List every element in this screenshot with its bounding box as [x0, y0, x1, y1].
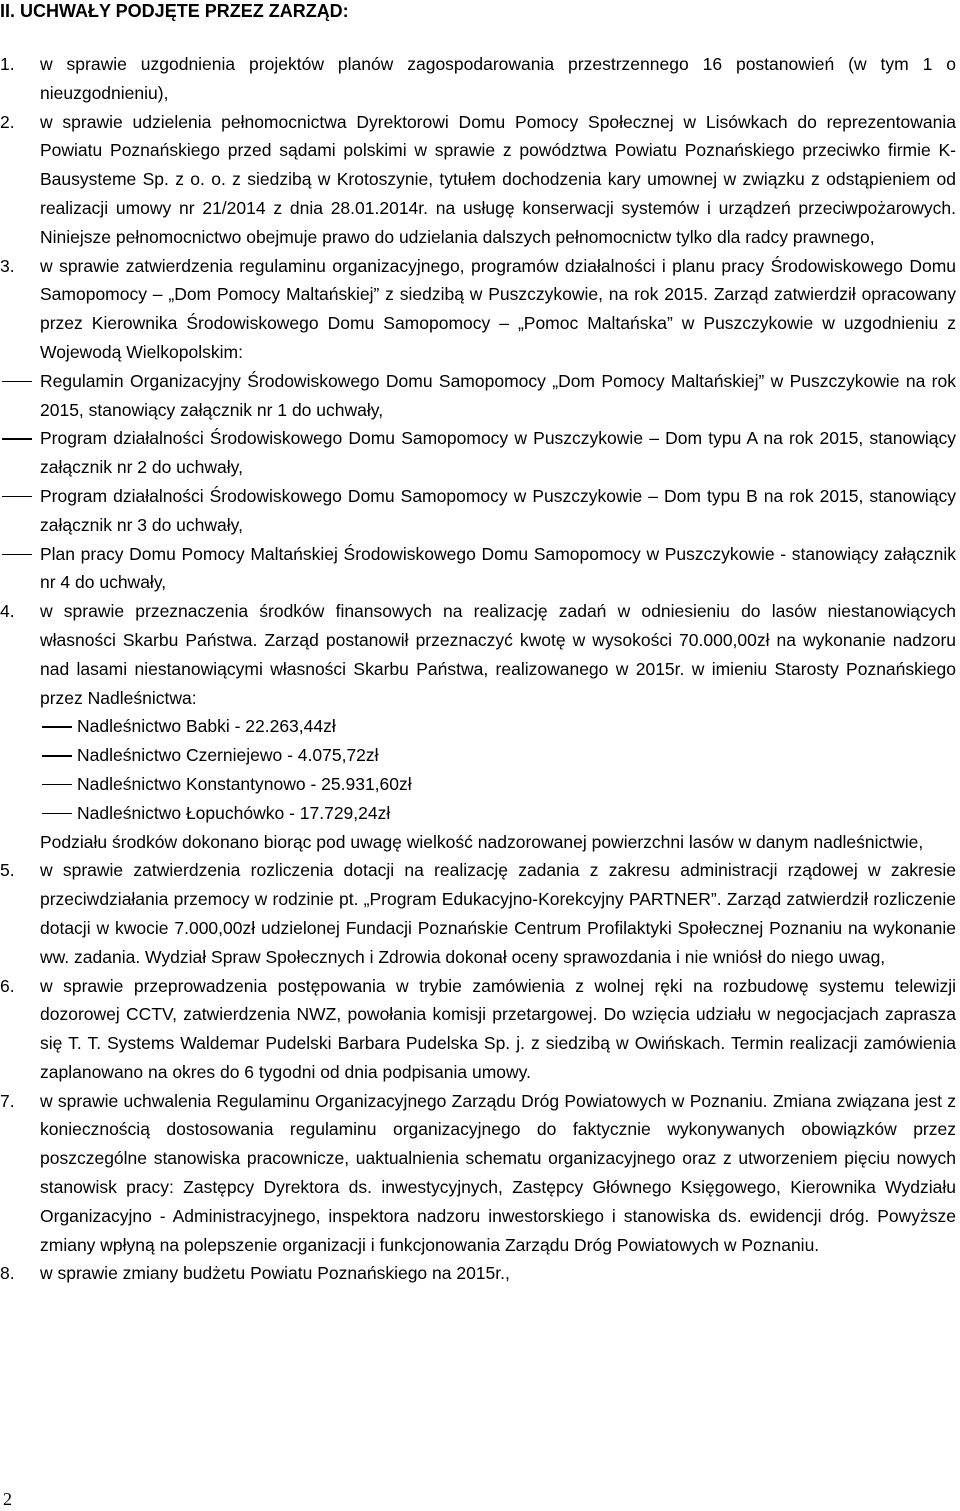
dash-marker	[2, 438, 32, 440]
list-item-2	[0, 108, 956, 252]
bullet-item	[0, 540, 956, 598]
bullet-item	[0, 482, 956, 540]
item-text: w sprawie przeznaczenia środków finansowych na realizację zadań w odniesieniu do lasów niestanowiących własności Skarbu Państwa. Zarząd postanowił przeznaczyć kwotę w wysokości 70.000,00zł na wykonanie nadzoru nad lasami niestanowiącymi własności Skarbu Państwa, realizowanego w 2015r. w imieniu Starosty Poznańskiego przez Nadleśnictwa:	[40, 601, 956, 708]
bullet-item	[40, 799, 956, 828]
dash-marker	[42, 755, 72, 757]
bullet-item	[0, 367, 956, 425]
bullet-text: Nadleśnictwo Łopuchówko - 17.729,24zł	[77, 802, 391, 823]
item-number: 5.	[0, 860, 15, 881]
item-text: w sprawie uzgodnienia projektów planów zagospodarowania przestrzennego 16 postanowień (w tym 1 o nieuzgodnieniu),	[40, 54, 956, 103]
item-text: w sprawie zatwierdzenia regulaminu organizacyjnego, programów działalności i planu pracy Środowiskowego Domu Samopomocy – „Dom Pomocy Maltańskiej” z siedzibą w Puszczykowie, na rok 2015. Zarząd zatwierdził opracowany przez Kierownika Środowiskowego Domu Samopomocy – „Pomoc Maltańska” w Puszczykowie w uzgodnieniu z Wojewodą Wielkopolskim:	[40, 255, 956, 362]
bullet-text: Regulamin Organizacyjny Środowiskowego Domu Samopomocy „Dom Pomocy Maltańskiej” w Puszczykowie na rok 2015, stanowiący załącznik nr 1 do uchwały,	[40, 370, 956, 420]
item-number: 7.	[0, 1090, 15, 1111]
list-item-4	[0, 597, 956, 856]
item-number: 4.	[0, 601, 15, 622]
section-heading: II. UCHWAŁY PODJĘTE PRZEZ ZARZĄD:	[0, 1, 349, 21]
bullet-item	[40, 770, 956, 799]
dash-marker	[42, 726, 72, 728]
dash-marker	[42, 813, 72, 815]
bullet-text: Program działalności Środowiskowego Domu Samopomocy w Puszczykowie – Dom typu B na rok 2015, stanowiący załącznik nr 3 do uchwały,	[40, 485, 956, 535]
bullet-item	[40, 741, 956, 770]
item-text: w sprawie uchwalenia Regulaminu Organizacyjnego Zarządu Dróg Powiatowych w Poznaniu. Zmiana związana jest z koniecznością dostosowania regulaminu organizacyjnego do faktycznie wykonywanych obowiązków przez poszczególne stanowiska pracownicze, uaktualnienia schematu organizacyjnego oraz z utworzeniem pięciu nowych stanowisk pracy: Zastępcy Dyrektora ds. inwestycyjnych, Zastępcy Głównego Księgowego, Kierownika Wydziału Organizacyjno - Administracyjnego, inspektora nadzoru inwestorskiego i stanowiska ds. ewidencji dróg. Powyższe zmiany wpłyną na polepszenie organizacji i funkcjonowania Zarządu Dróg Powiatowych w Poznaniu.	[40, 1090, 956, 1255]
dash-marker	[2, 554, 32, 556]
bullet-text: Program działalności Środowiskowego Domu Samopomocy w Puszczykowie – Dom typu A na rok 2015, stanowiący załącznik nr 2 do uchwały,	[40, 428, 956, 478]
bullet-item	[0, 424, 956, 482]
bullet-item	[40, 712, 956, 741]
item-number: 2.	[0, 111, 15, 132]
resolutions-list	[0, 50, 956, 1288]
page-number: 2	[3, 1489, 12, 1509]
item-number: 3.	[0, 255, 15, 276]
item-followup-text: Podziału środków dokonano biorąc pod uwagę wielkość nadzorowanej powierzchni lasów w danym nadleśnictwie,	[40, 831, 924, 852]
bullet-text: Nadleśnictwo Konstantynowo - 25.931,60zł	[77, 773, 412, 794]
dash-marker	[2, 381, 32, 383]
item-text: w sprawie zatwierdzenia rozliczenia dotacji na realizację zadania z zakresu administracji rządowej w zakresie przeciwdziałania przemocy w rodzinie pt. „Program Edukacyjno-Korekcyjny PARTNER”. Zarząd zatwierdził rozliczenie dotacji w kwocie 7.000,00zł udzielonej Fundacji Poznańskie Centrum Profilaktyki Społecznej Poznaniu na wykonanie ww. zadania. Wydział Spraw Społecznych i Zdrowia dokonał oceny sprawozdania i nie wniósł do niego uwag,	[40, 860, 956, 967]
list-item-5	[0, 856, 956, 971]
item-number: 1.	[0, 54, 15, 74]
dash-marker	[2, 496, 32, 498]
list-item-8	[0, 1259, 956, 1288]
item-text: w sprawie udzielenia pełnomocnictwa Dyrektorowi Domu Pomocy Społecznej w Lisówkach do reprezentowania Powiatu Poznańskiego przed sądami polskimi w sprawie z powództwa Powiatu Poznańskiego przeciwko firmie K-Bausysteme Sp. z o. o. z siedzibą w Krotoszynie, tytułem dochodzenia kary umownej w związku z odstąpieniem od realizacji umowy nr 21/2014 z dnia 28.01.2014r. na usługę konserwacji systemów i urządzeń przeciwpożarowych. Niniejsze pełnomocnictwo obejmuje prawo do udzielania dalszych pełnomocnictw tylko dla radcy prawnego,	[40, 111, 956, 247]
bullet-text: Plan pracy Domu Pomocy Maltańskiej Środowiskowego Domu Samopomocy w Puszczykowie - stanowiący załącznik nr 4 do uchwały,	[40, 543, 956, 593]
bullet-text: Nadleśnictwo Czerniejewo - 4.075,72zł	[77, 745, 379, 766]
dash-marker	[42, 784, 72, 786]
item-text: w sprawie przeprowadzenia postępowania w trybie zamówienia z wolnej ręki na rozbudowę systemu telewizji dozorowej CCTV, zatwierdzenia NWZ, powołania komisji przetargowej. Do wzięcia udziału w negocjacjach zaprasza się T. T. Systems Waldemar Pudelski Barbara Pudelska Sp. j. z siedzibą w Owińskach. Termin realizacji zamówienia zaplanowano na okres do 6 tygodni od dnia podpisania umowy.	[40, 975, 956, 1082]
bullet-text: Nadleśnictwo Babki - 22.263,44zł	[77, 716, 336, 737]
list-item-6	[0, 972, 956, 1087]
list-item-7	[0, 1087, 956, 1260]
list-item-1	[0, 50, 956, 108]
item-number: 8.	[0, 1263, 15, 1284]
item-text: w sprawie zmiany budżetu Powiatu Poznańskiego na 2015r.,	[40, 1263, 510, 1284]
item-number: 6.	[0, 975, 15, 996]
list-item-3	[0, 252, 956, 598]
